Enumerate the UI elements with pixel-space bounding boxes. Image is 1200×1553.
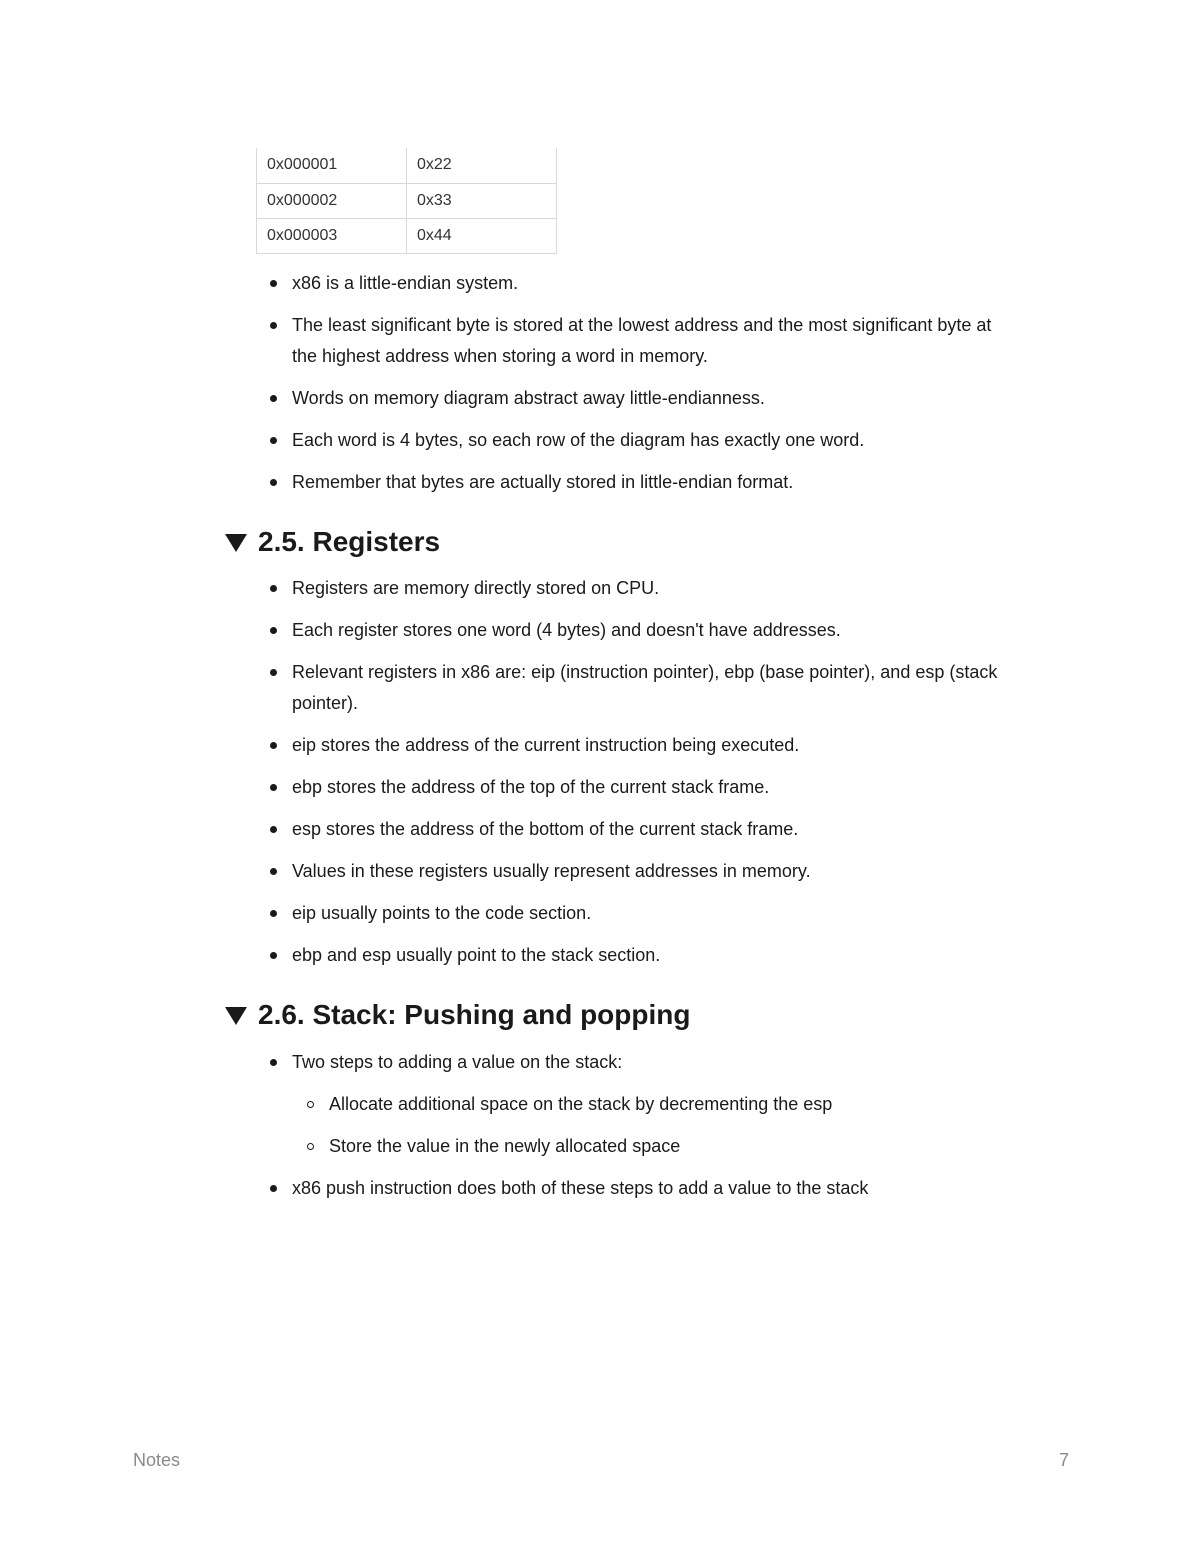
registers-list [268, 573, 998, 982]
list-item: x86 is a little-endian system. [268, 268, 998, 299]
list-item: The least significant byte is stored at the lowest address and the most significant byte at the highest address when storing a word in memory. [268, 310, 998, 372]
list-item: Values in these registers usually represent addresses in memory. [268, 856, 998, 887]
list-item: ebp stores the address of the top of the current stack frame. [268, 772, 998, 803]
list-item: eip stores the address of the current instruction being executed. [268, 730, 998, 761]
list-item: Each register stores one word (4 bytes) and doesn't have addresses. [268, 615, 998, 646]
value-cell: 0x33 [407, 183, 557, 218]
address-cell: 0x000001 [257, 148, 407, 183]
list-item: x86 push instruction does both of these steps to add a value to the stack [268, 1173, 998, 1204]
list-item: Relevant registers in x86 are: eip (instruction pointer), ebp (base pointer), and esp (stack pointer). [268, 657, 998, 719]
value-cell: 0x44 [407, 218, 557, 253]
stack-list [268, 1047, 998, 1215]
footer-title: Notes [133, 1450, 181, 1470]
section-title: 2.5. Registers [258, 526, 441, 557]
section-title: 2.6. Stack: Pushing and popping [258, 999, 691, 1030]
list-item: ebp and esp usually point to the stack section. [268, 940, 998, 971]
memory-table [256, 148, 557, 254]
page-number: 7 [1058, 1450, 1069, 1470]
section-heading-stack[interactable] [225, 999, 690, 1031]
list-item: eip usually points to the code section. [268, 898, 998, 929]
address-cell: 0x000002 [257, 183, 407, 218]
collapse-toggle-icon[interactable] [225, 534, 247, 552]
sub-list-item: Store the value in the newly allocated space [305, 1131, 998, 1162]
list-item: Registers are memory directly stored on CPU. [268, 573, 998, 604]
sub-list-item: Allocate additional space on the stack by decrementing the esp [305, 1089, 998, 1120]
list-item: esp stores the address of the bottom of the current stack frame. [268, 814, 998, 845]
value-cell: 0x22 [407, 148, 557, 183]
list-item: Two steps to adding a value on the stack: [268, 1047, 998, 1078]
list-item: Remember that bytes are actually stored in little-endian format. [268, 467, 998, 498]
address-cell: 0x000003 [257, 218, 407, 253]
list-item: Each word is 4 bytes, so each row of the diagram has exactly one word. [268, 425, 998, 456]
table-row [257, 148, 557, 183]
endianness-list [268, 268, 998, 509]
collapse-toggle-icon[interactable] [225, 1007, 247, 1025]
table-row [257, 218, 557, 253]
list-item: Words on memory diagram abstract away little-endianness. [268, 383, 998, 414]
section-heading-registers[interactable] [225, 526, 440, 558]
table-row [257, 183, 557, 218]
